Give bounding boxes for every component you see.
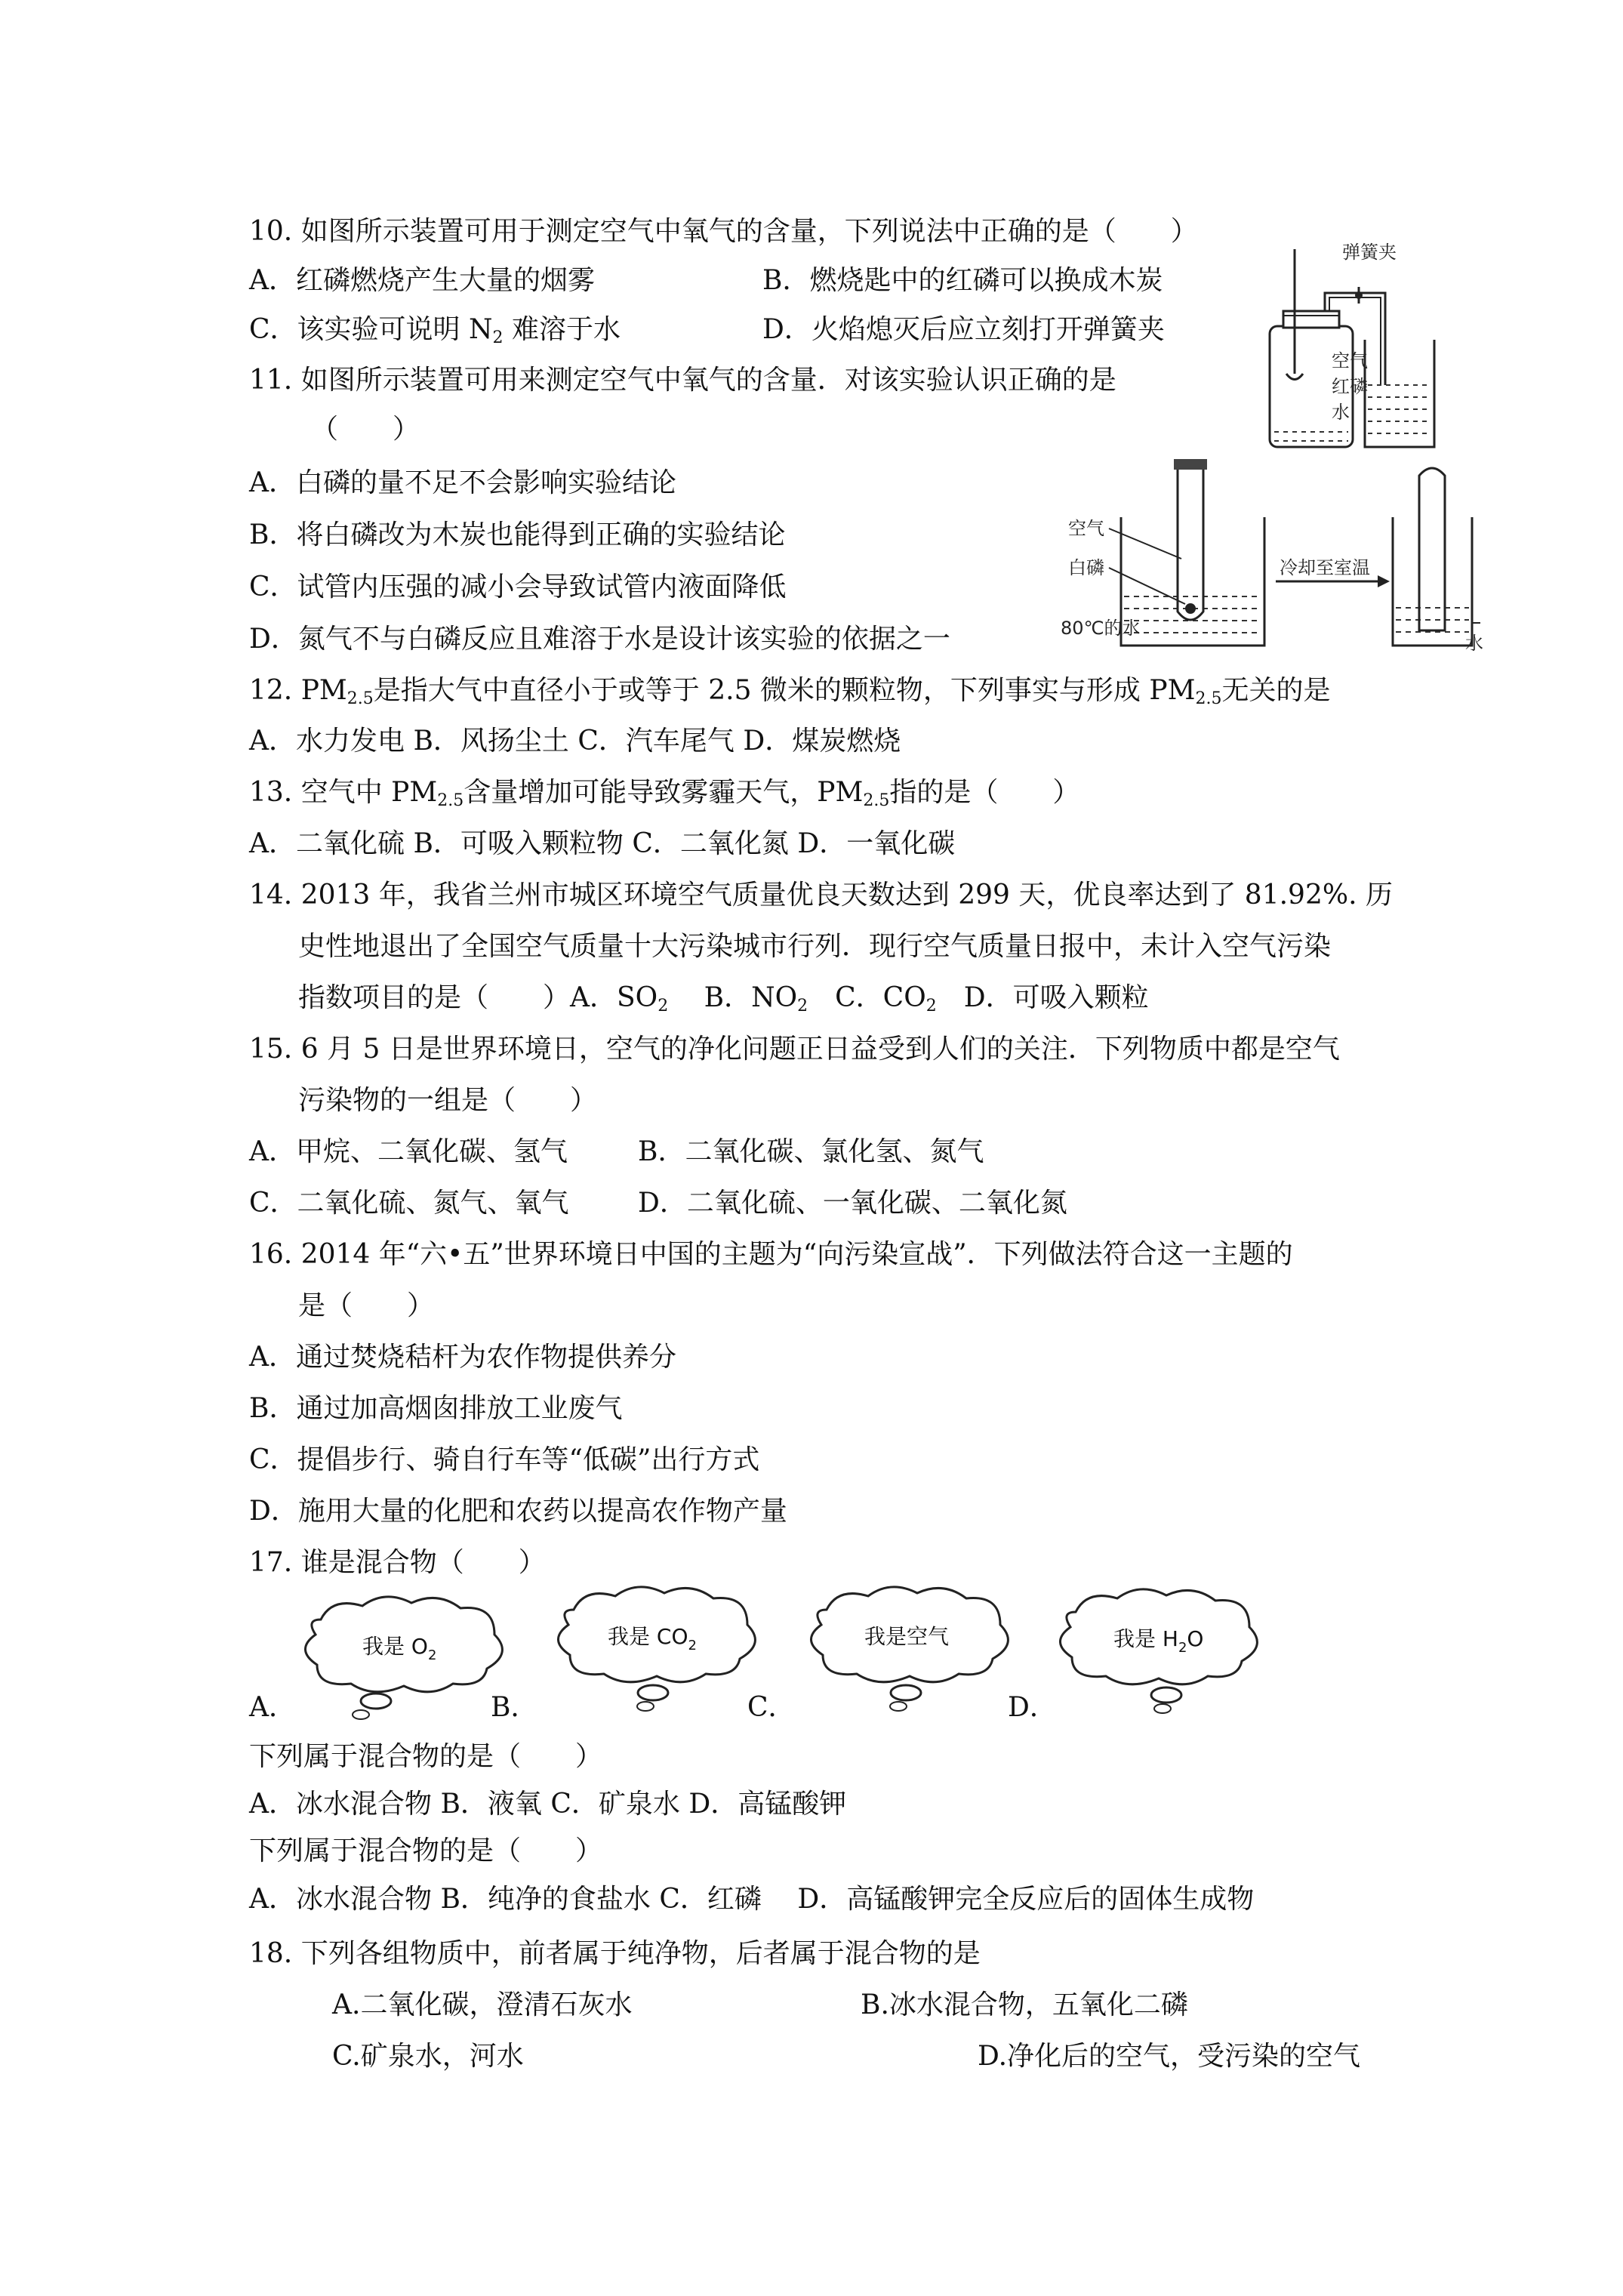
q11-option-a: A．白磷的量不足不会影响实验结论 (249, 467, 676, 498)
q12-options: A．水力发电 B．风扬尘土 C．汽车尾气 D．煤炭燃烧 (249, 726, 901, 757)
red-phosphorus-label: 红磷 (1332, 376, 1368, 397)
q12-stem: 12. $PM_{2.5}$是指大气中直径小于或等于 2.5 微米的颗粒物，下列事实与形成 $PM_{2.5}$无关的是 (249, 675, 1331, 708)
hot-water-label: 80℃的水 (1061, 618, 1141, 639)
q18-option-c: C.矿泉水，河水 (332, 2041, 524, 2072)
q17-cloud-b (540, 1579, 774, 1712)
white-phosphorus-label: 白磷 (1068, 557, 1104, 578)
q11-stem-line2: （ ） (311, 414, 420, 445)
q16-option-a: A．通过焚烧秸杆为农作物提供养分 (249, 1342, 676, 1373)
q10-option-d: D．火焰熄灭后应立刻打开弹簧夹 (762, 314, 1165, 345)
q15-option-c: C．二氧化硫、氮气、氧气 (249, 1188, 569, 1219)
q17-cloud-a (287, 1589, 521, 1721)
q17-stem: 17. 谁是混合物（ ） (249, 1547, 546, 1578)
extra1-options: A．冰水混合物 B．液氧 C．矿泉水 D．高锰酸钾 (249, 1789, 847, 1820)
q15-stem-line1: 15. 6 月 5 日是世界环境日，空气的净化问题正日益受到人们的关注．下列物质中都是空气 (249, 1034, 1340, 1065)
q16-stem-line1: 16. 2014 年“六•五”世界环境日中国的主题为“向污染宣战”．下列做法符合这一主题的 (249, 1239, 1293, 1270)
q18-stem: 18. 下列各组物质中，前者属于纯净物，后者属于混合物的是 (249, 1938, 981, 1969)
extra1-stem: 下列属于混合物的是（ ） (249, 1741, 603, 1772)
q15-option-d: D．二氧化硫、一氧化碳、二氧化氮 (638, 1188, 1067, 1219)
cloud-d-text: 我是 $H_2O$ (1113, 1626, 1204, 1656)
q10-option-b: B．燃烧匙中的红磷可以换成木炭 (762, 265, 1163, 296)
q11-apparatus-figure (1061, 453, 1483, 657)
q15-stem-line2: 污染物的一组是（ ） (298, 1085, 598, 1116)
cloud-a-text: 我是 $O_2$ (362, 1634, 437, 1663)
air-label: 空气 (1068, 518, 1104, 539)
q15-option-a: A．甲烷、二氧化碳、氢气 (249, 1136, 568, 1167)
q10-apparatus-figure (1253, 234, 1442, 453)
q11-stem-line1: 11. 如图所示装置可用来测定空气中氧气的含量．对该实验认识正确的是 (249, 365, 1116, 396)
q17-label-d: D． (1008, 1692, 1057, 1723)
q16-option-c: C．提倡步行、骑自行车等“低碳”出行方式 (249, 1444, 760, 1475)
q18-option-a: A.二氧化碳，澄清石灰水 (332, 1989, 633, 2020)
clip-label: 弹簧夹 (1342, 242, 1397, 263)
water-label: 水 (1332, 402, 1350, 423)
cool-arrow-label: 冷却至室温 (1280, 557, 1370, 578)
q17-label-a: A． (249, 1692, 296, 1723)
q11-option-b: B．将白磷改为木炭也能得到正确的实验结论 (249, 519, 786, 550)
q16-option-b: B．通过加高烟囱排放工业废气 (249, 1393, 623, 1424)
q10-option-a: A．红磷燃烧产生大量的烟雾 (249, 265, 595, 296)
q18-option-b: B.冰水混合物，五氧化二磷 (861, 1989, 1188, 2020)
q17-label-c: C． (747, 1692, 796, 1723)
cloud-b-text: 我是 $CO_2$ (608, 1624, 697, 1653)
q17-label-b: B． (491, 1692, 538, 1723)
q17-cloud-c (793, 1579, 1027, 1712)
q13-stem: 13. 空气中 $PM_{2.5}$含量增加可能导致雾霾天气，$PM_{2.5}$指的是（ ） (249, 777, 1080, 810)
q16-stem-line2: 是（ ） (298, 1290, 435, 1321)
q10-option-c: C．该实验可说明 $N_2$ 难溶于水 (249, 314, 621, 347)
q15-option-b: B．二氧化碳、氯化氢、氮气 (638, 1136, 984, 1167)
extra2-options: A．冰水混合物 B．纯净的食盐水 C．红磷 D．高锰酸钾完全反应后的固体生成物 (249, 1884, 1255, 1915)
cloud-c-text: 我是空气 (864, 1624, 950, 1649)
q13-options: A．二氧化硫 B．可吸入颗粒物 C．二氧化氮 D．一氧化碳 (249, 828, 956, 859)
q14-stem-line2: 史性地退出了全国空气质量十大污染城市行列．现行空气质量日报中，未计入空气污染 (298, 931, 1332, 962)
extra2-stem: 下列属于混合物的是（ ） (249, 1835, 603, 1866)
q17-cloud-d (1042, 1582, 1276, 1714)
q14-stem-line1: 14. 2013 年，我省兰州市城区环境空气质量优良天数达到 299 天，优良率达到了 81.92%. 历 (249, 880, 1393, 911)
water-label: 水 (1465, 633, 1483, 654)
q16-option-d: D．施用大量的化肥和农药以提高农作物产量 (249, 1496, 787, 1527)
air-label: 空气 (1332, 350, 1368, 371)
q18-option-d: D.净化后的空气，受污染的空气 (978, 2041, 1361, 2072)
q14-stem-line3: 指数项目的是（ ）A．$SO_2$ B．$NO_2$ C．$CO_2$ D．可吸入颗粒 (298, 982, 1149, 1015)
q10-stem: 10. 如图所示装置可用于测定空气中氧气的含量，下列说法中正确的是（ ） (249, 216, 1198, 247)
q11-option-c: C．试管内压强的减小会导致试管内液面降低 (249, 572, 787, 603)
q11-option-d: D．氮气不与白磷反应且难溶于水是设计该实验的依据之一 (249, 624, 950, 655)
